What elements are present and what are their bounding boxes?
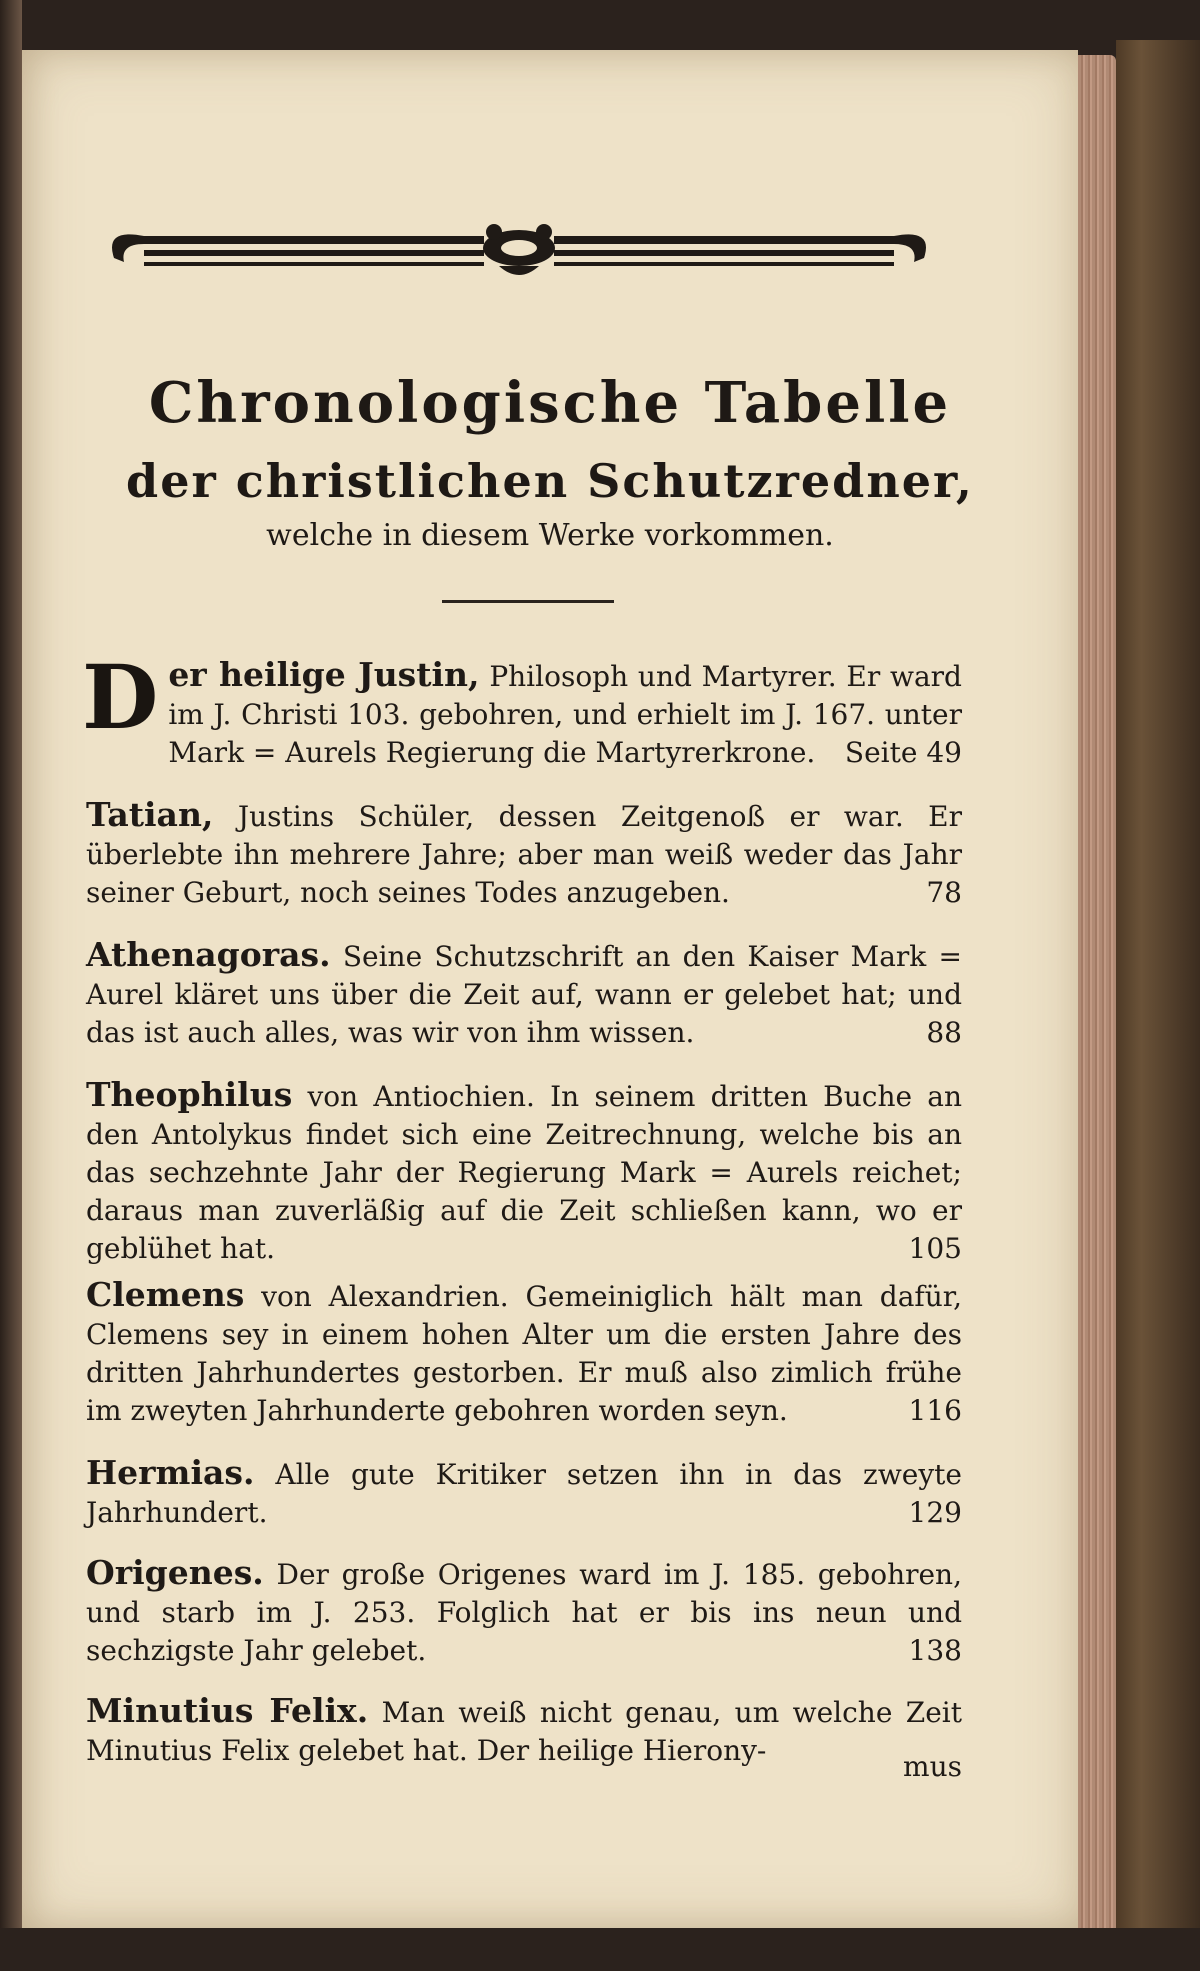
entry-name: Theophilus	[86, 1075, 293, 1114]
title-rule	[442, 600, 614, 603]
page-number: 116	[908, 1394, 962, 1427]
page-number: 105	[908, 1232, 962, 1265]
entry-name: Hermias.	[86, 1453, 255, 1492]
entry-text: von Alexandrien. Gemeiniglich hält man dafür, Clemens sey in einem hohen Alter um die ersten Jahre des dritten Jahrhundertes gestorben. Er muß also zimlich frühe im zweyten Jahrhunderte gebohren worden seyn.	[86, 1280, 962, 1427]
entry-hermias	[86, 1454, 962, 1532]
page-number: 138	[908, 1634, 962, 1667]
entry-text: Alle gute Kritiker setzen ihn in das zweyte Jahrhundert.	[86, 1458, 962, 1529]
page-subtitle: der christlichen Schutzredner,	[126, 454, 974, 508]
page-number: 49	[926, 736, 962, 769]
page-subtitle-2: welche in diesem Werke vorkommen.	[266, 518, 834, 553]
page-ref	[845, 734, 962, 772]
entry-text: Seine Schutzschrift an den Kaiser Mark = Aurel kläret uns über die Zeit auf, wann er gelebet hat; und das ist auch alles, was wir von ihm wissen.	[86, 940, 962, 1049]
entry-clemens	[86, 1276, 962, 1430]
entry-name: Origenes.	[86, 1553, 264, 1592]
entry-name: Minutius Felix.	[86, 1691, 369, 1730]
entry-text: Justins Schüler, dessen Zeitgenoß er war. Er überlebte ihn mehrere Jahre; aber man weiß weder das Jahr seiner Geburt, noch seines Todes anzugeben.	[86, 800, 963, 909]
page-number: 88	[926, 1016, 962, 1049]
drop-cap: D	[82, 645, 159, 749]
book-page	[22, 50, 1078, 1928]
entry-theophilus	[86, 1076, 962, 1268]
entry-name: Tatian,	[86, 795, 214, 834]
page-edges	[1078, 55, 1116, 1935]
seite-label: Seite	[844, 736, 918, 769]
entry-name: Athenagoras.	[86, 935, 331, 974]
entry-name: Clemens	[86, 1275, 245, 1314]
entry-justin	[82, 645, 962, 772]
entry-text: Man weiß nicht genau, um welche Zeit Minutius Felix gelebet hat. Der heilige Hierony-	[86, 1696, 962, 1767]
entry-tatian	[86, 796, 962, 912]
entry-athenagoras	[86, 936, 962, 1052]
book-gutter	[0, 0, 22, 1971]
header-ornament-icon	[104, 218, 934, 288]
bottom-shadow	[0, 1928, 1200, 1971]
page-number: 129	[908, 1496, 962, 1529]
entry-text: Philosoph und Martyrer. Er ward im J. Christi 103. gebohren, und erhielt im J. 167. unter Mark = Aurels Regierung die Martyrerkrone.	[168, 660, 962, 769]
page-title: Chronologische Tabelle	[148, 370, 952, 436]
book-cover-board	[1116, 40, 1200, 1950]
entry-minutius	[86, 1692, 962, 1770]
catchword: mus	[903, 1750, 962, 1783]
entry-text: von Antiochien. In seinem dritten Buche an den Antolykus findet sich eine Zeitrechnung, welche bis an das sechzehnte Jahr der Regierung Mark = Aurels reichet; daraus man zuverläßig auf die Zeit schließen kann, wo er geblühet hat.	[86, 1080, 962, 1265]
entry-name: er heilige Justin,	[168, 655, 480, 694]
page-number: 78	[926, 876, 962, 909]
entry-text: Der große Origenes ward im J. 185. gebohren, und starb im J. 253. Folglich hat er bis ins neun und sechzigste Jahr gelebet.	[86, 1558, 962, 1667]
entry-origenes	[86, 1554, 962, 1670]
